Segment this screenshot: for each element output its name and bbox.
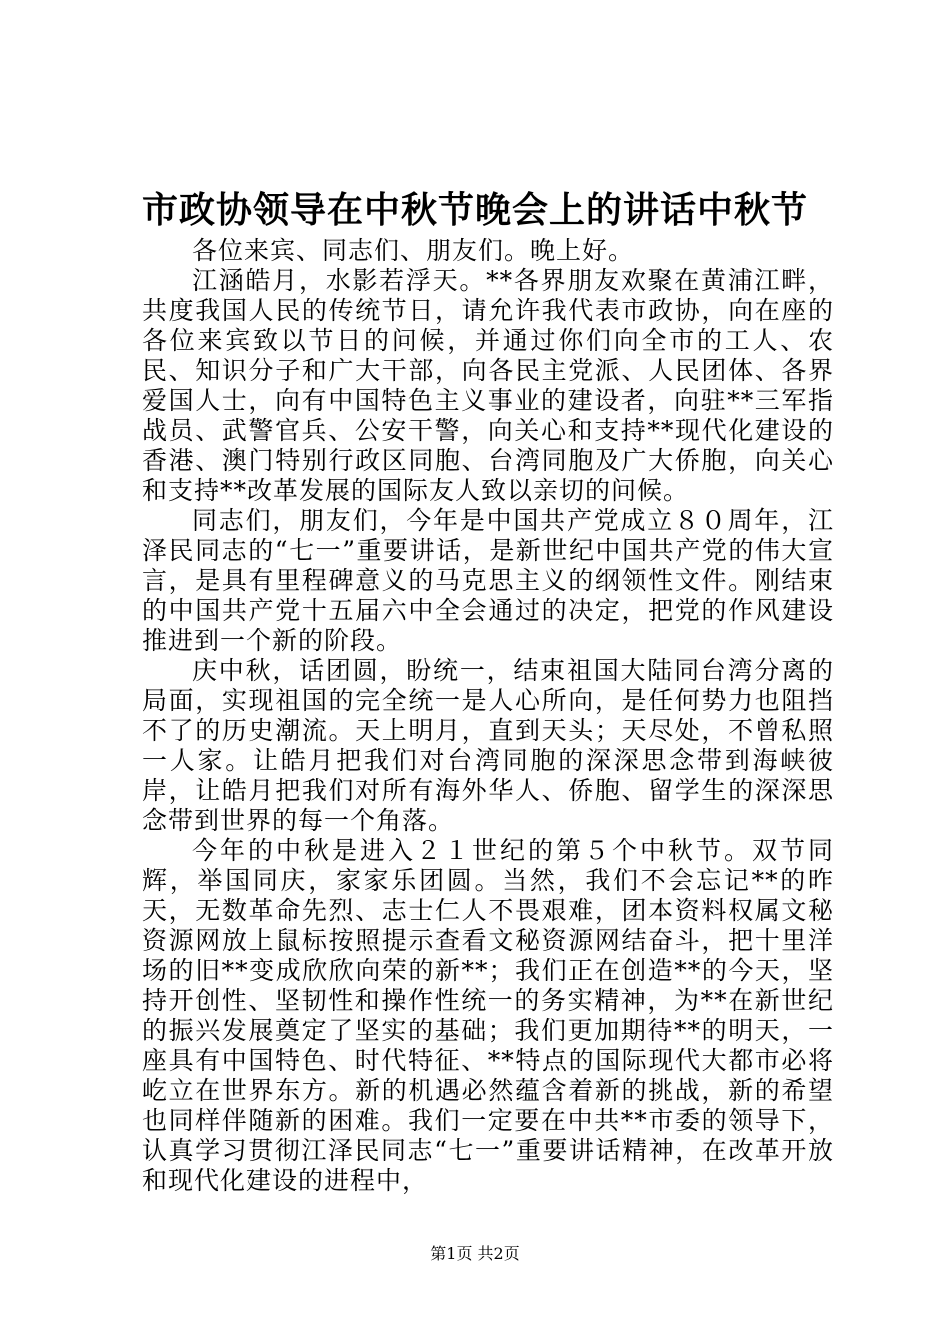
- paragraph-festival-greetings: 江涵皓月，水影若浮天。**各界朋友欢聚在黄浦江畔，共度我国人民的传统节日，请允许我代表市政协，向在座的各位来宾致以节日的问候，并通过你们向全市的工人、农民、知识分子和广大干部，向各民主党派、人民团体、各界爱国人士，向有中国特色主义事业的建设者，向驻**三军指战员、武警官兵、公安干警，向关心和支持**现代化建设的香港、澳门特别行政区同胞、台湾同胞及广大侨胞，向关心和支持**改革发展的国际友人致以亲切的问候。: [142, 266, 834, 505]
- paragraph-city-development: 今年的中秋是进入２１世纪的第５个中秋节。双节同辉，举国同庆，家家乐团圆。当然，我们不会忘记**的昨天，无数革命先烈、志士仁人不畏艰难，团本资料权属文秘资源网放上鼠标按照提示查看文秘资源网结奋斗，把十里洋场的旧**变成欣欣向荣的新**；我们正在创造**的今天，坚持开创性、坚韧性和操作性统一的务实精神，为**在新世纪的振兴发展奠定了坚实的基础；我们更加期待**的明天，一座具有中国特色、时代特征、**特点的国际现代大都市必将屹立在世界东方。新的机遇必然蕴含着新的挑战，新的希望也同样伴随新的困难。我们一定要在中共**市委的领导下，认真学习贯彻江泽民同志“七一”重要讲话精神，在改革开放和现代化建设的进程中，: [142, 836, 834, 1195]
- page-number-footer: 第1页 共2页: [430, 1244, 520, 1263]
- paragraph-reunification: 庆中秋，话团圆，盼统一，结束祖国大陆同台湾分离的局面，实现祖国的完全统一是人心所向，是任何势力也阻挡不了的历史潮流。天上明月，直到天头；天尽处，不曾私照一人家。让皓月把我们对台湾同胞的深深思念带到海峡彼岸，让皓月把我们对所有海外华人、侨胞、留学生的深深思念带到世界的每一个角落。: [142, 656, 834, 835]
- paragraph-party-anniversary: 同志们，朋友们，今年是中国共产党成立８０周年，江泽民同志的“七一”重要讲话，是新世纪中国共产党的伟大宣言，是具有里程碑意义的马克思主义的纲领性文件。刚结束的中国共产党十五届六中全会通过的决定，把党的作风建设推进到一个新的阶段。: [142, 506, 834, 655]
- document-body: [142, 236, 834, 1196]
- document-title: 市政协领导在中秋节晚会上的讲话中秋节: [141, 189, 808, 231]
- paragraph-greeting: 各位来宾、同志们、朋友们。晚上好。: [192, 236, 635, 265]
